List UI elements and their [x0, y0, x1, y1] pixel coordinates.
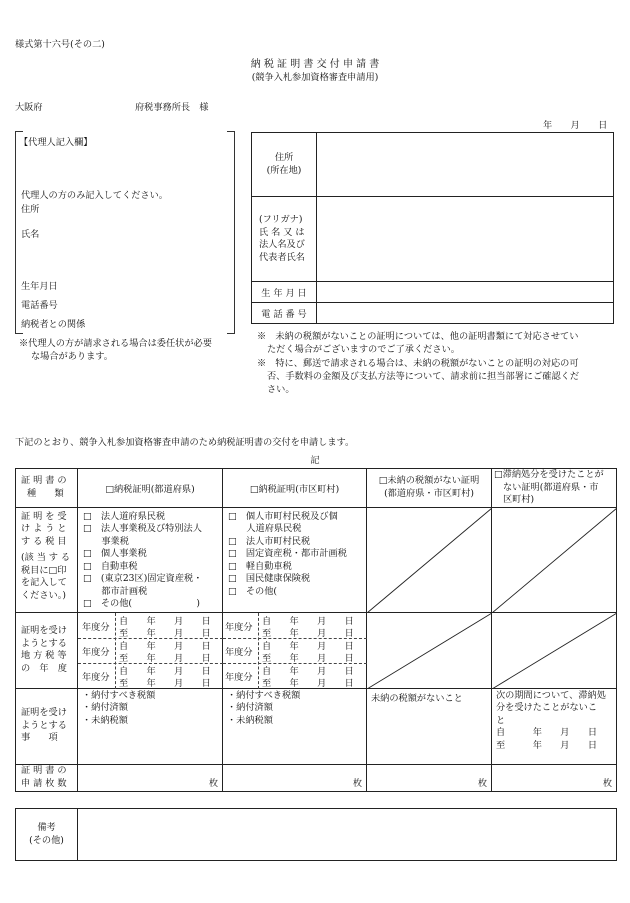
agent-note-line1: ※代理人の方が請求される場合は委任状が必要	[19, 338, 212, 349]
cert-item-label: 証明を受け ようとする 事 項	[16, 688, 78, 764]
mai-unit: 枚	[208, 777, 218, 789]
remarks-field[interactable]	[78, 809, 617, 861]
applicant-name-field[interactable]	[317, 197, 614, 282]
tax-item-na-col4	[492, 507, 617, 612]
intro-text: 下記のとおり、競争入札参加資格審査申請のため納税証明書の交付を申請します。	[15, 437, 355, 448]
type-muni-tax-certificate[interactable]: □納税証明(市区町村)	[223, 469, 367, 508]
muni-tax-item[interactable]: □ 国民健康保険税	[228, 573, 311, 584]
tax-item-label: 証 明 を 受 け よ う と す る 税 目 (該 当 す る 税目に□印 を記入して ください。)	[16, 507, 78, 612]
addressee-prefecture: 大阪府	[15, 102, 43, 113]
agent-note-line2: な場合があります。	[31, 351, 113, 362]
applicant-phone-field[interactable]	[317, 303, 614, 324]
muni-tax-item[interactable]: □ 軽自動車税	[228, 560, 292, 572]
remarks-label: 備考 (その他)	[16, 809, 78, 861]
no-arrears-count-field[interactable]	[367, 764, 492, 791]
tax-item-na-col3	[367, 507, 492, 612]
pref-tax-item: 都市計画税	[83, 585, 148, 597]
pref-tax-item: 事業税	[83, 535, 129, 547]
applicant-address-field[interactable]	[317, 133, 614, 197]
main-table	[15, 468, 617, 792]
page-title: 納 税 証 明 書 交 付 申 請 書	[250, 59, 380, 70]
applicant-phone-label: 電 話 番 号	[252, 303, 317, 324]
muni-nendo-3: 年度分	[225, 671, 253, 683]
pref-tax-item[interactable]: □ その他( )	[83, 598, 200, 609]
agent-phone-label: 電話番号	[21, 300, 58, 311]
pref-to-2[interactable]: 至 年 月 日	[119, 652, 211, 664]
addressee-office: 府税事務所長 様	[135, 102, 209, 113]
agent-address-label: 住所	[21, 204, 40, 215]
agent-heading: 【代理人記入欄】	[19, 137, 93, 148]
muni-nendo-2: 年度分	[225, 646, 253, 658]
pref-tax-item[interactable]: □ (東京23区)固定資産税・	[83, 573, 203, 584]
pref-from-2[interactable]: 自 年 月 日	[119, 640, 211, 652]
applicant-address-label: 住所 (所在地)	[252, 133, 317, 197]
pref-count-field[interactable]	[78, 764, 223, 791]
note-2-line2: 否、手数料の金額及び支払方法等について、請求前に担当部署にご確認くだ	[267, 371, 580, 382]
note-2-line3: さい。	[267, 384, 295, 395]
note-1-line1: ※ 未納の税額がないことの証明については、他の証明書類にて対応させてい	[257, 331, 579, 342]
muni-count-field[interactable]	[223, 764, 367, 791]
pref-fiscal-years[interactable]	[78, 612, 223, 688]
type-pref-tax-certificate[interactable]: □納税証明(都道府県)	[78, 469, 223, 508]
pref-from-1[interactable]: 自 年 月 日	[119, 615, 211, 627]
page-subtitle: (競争入札参加資格審査申請用)	[251, 72, 379, 83]
mai-unit: 枚	[602, 777, 612, 789]
muni-tax-item[interactable]: □ その他(	[228, 585, 278, 597]
muni-from-1[interactable]: 自 年 月 日	[262, 615, 354, 627]
pref-item-payable[interactable]: ・納付すべき税額	[82, 689, 156, 701]
muni-fiscal-years[interactable]	[223, 612, 367, 688]
agent-bracket-right	[227, 131, 235, 334]
muni-tax-item[interactable]: □ 法人市町村民税	[228, 535, 311, 547]
no-disposition-item[interactable]: 次の期間について、滞納処 分を受けたことがないこ と 自 年 月 日 至 年 月 日	[492, 688, 617, 764]
agent-birth-label: 生年月日	[21, 281, 58, 292]
pref-from-3[interactable]: 自 年 月 日	[119, 665, 211, 677]
muni-cert-items[interactable]	[223, 688, 367, 764]
no-disposition-from[interactable]: 自 年 月 日	[496, 727, 598, 738]
no-disposition-count-field[interactable]	[492, 764, 617, 791]
count-label: 証 明 書 の 申 請 枚 数	[16, 764, 78, 791]
type-no-arrears-certificate[interactable]: □未納の税額がない証明 (都道府県・市区町村)	[367, 469, 492, 508]
muni-item-unpaid[interactable]: ・未納税額	[227, 714, 273, 726]
muni-from-3[interactable]: 自 年 月 日	[262, 665, 354, 677]
pref-tax-item[interactable]: □ 法人道府県民税	[83, 510, 166, 522]
application-date: 年 月 日	[543, 120, 608, 131]
agent-relation-label: 納税者との関係	[21, 319, 86, 330]
pref-cert-items[interactable]	[78, 688, 223, 764]
pref-to-1[interactable]: 至 年 月 日	[119, 627, 211, 639]
muni-from-2[interactable]: 自 年 月 日	[262, 640, 354, 652]
pref-nendo-1: 年度分	[82, 621, 110, 633]
muni-to-3[interactable]: 至 年 月 日	[262, 677, 354, 689]
muni-tax-item: 人道府県民税	[228, 523, 302, 534]
pref-tax-list[interactable]	[78, 507, 223, 612]
fiscal-year-label: 証明を受け ようとする 地 方 税 等 の 年 度	[16, 612, 78, 688]
muni-tax-list[interactable]	[223, 507, 367, 612]
muni-item-payable[interactable]: ・納付すべき税額	[227, 689, 301, 701]
type-label: 証 明 書 の 種 類	[16, 469, 78, 508]
mai-unit: 枚	[477, 777, 487, 789]
muni-to-2[interactable]: 至 年 月 日	[262, 652, 354, 664]
type-no-disposition-certificate[interactable]: □滞納処分を受けたことが ない証明(都道府県・市 区町村)	[492, 469, 617, 508]
pref-item-unpaid[interactable]: ・未納税額	[82, 714, 128, 726]
muni-tax-item[interactable]: □ 個人市町村民税及び個	[228, 510, 338, 522]
pref-tax-item[interactable]: □ 自動車税	[83, 560, 138, 572]
no-arrears-item: 未納の税額がないこと	[367, 688, 492, 764]
form-number: 様式第十六号(その二)	[15, 39, 105, 50]
agent-name-label: 氏名	[21, 229, 40, 240]
pref-nendo-3: 年度分	[82, 671, 110, 683]
remarks-table	[15, 808, 617, 861]
applicant-name-label: (フリガナ) 氏 名 又 は 法人名及び 代表者氏名	[252, 197, 317, 282]
applicant-birth-label: 生 年 月 日	[252, 282, 317, 303]
pref-to-3[interactable]: 至 年 月 日	[119, 677, 211, 689]
pref-nendo-2: 年度分	[82, 646, 110, 658]
muni-item-paid[interactable]: ・納付済額	[227, 702, 273, 713]
fiscal-year-na-col3	[367, 612, 492, 688]
ki-label: 記	[310, 455, 320, 466]
pref-tax-item[interactable]: □ 個人事業税	[83, 548, 147, 559]
note-1-line2: ただく場合がございますのでご了承ください。	[267, 344, 460, 355]
applicant-birth-field[interactable]	[317, 282, 614, 303]
no-disposition-to[interactable]: 至 年 月 日	[496, 739, 598, 751]
muni-tax-item[interactable]: □ 固定資産税・都市計画税	[228, 548, 347, 559]
pref-tax-item[interactable]: □ 法人事業税及び特別法人	[83, 523, 202, 534]
agent-instruction: 代理人の方のみ記入してください。	[21, 190, 168, 201]
fiscal-year-na-col4	[492, 612, 617, 688]
muni-nendo-1: 年度分	[225, 621, 253, 633]
note-2-line1: ※ 特に、郵送で請求される場合は、未納の税額がないことの証明の対応の可	[257, 358, 579, 369]
muni-to-1[interactable]: 至 年 月 日	[262, 627, 354, 639]
mai-unit: 枚	[352, 777, 362, 789]
pref-item-paid[interactable]: ・納付済額	[82, 702, 128, 713]
applicant-table	[251, 132, 614, 324]
